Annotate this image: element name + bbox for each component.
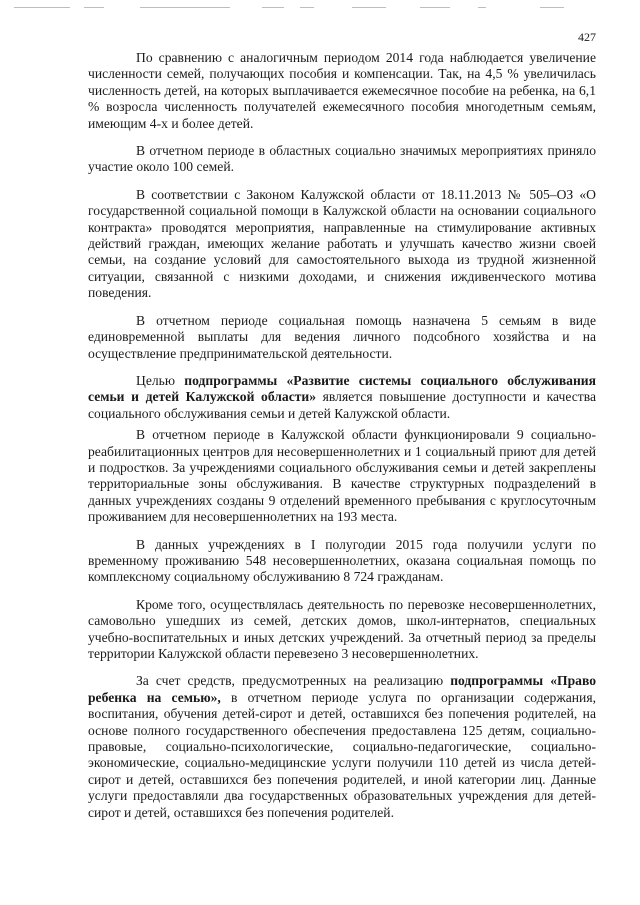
paragraph-rest: является повышение доступности и качества социального обслуживания семьи и детей Калужской области.	[88, 389, 596, 421]
scan-artifact-top	[0, 6, 640, 10]
paragraph: В отчетном периоде в Калужской области функционировали 9 социально-реабилитационных центров для несовершеннолетних и 1 социальный приют для детей и подростков. За учреждениями социального обслуживания семьи и детей закреплены территориальные зоны обслуживания. В качестве структурных подразделений в данных учреждениях созданы 9 отделений временного пребывания с круглосуточным проживанием для несовершеннолетних на 193 места.	[88, 427, 596, 525]
document-body	[88, 50, 596, 832]
paragraph-rest: в отчетном периоде услуга по организации содержания, воспитания, обучения детей-сирот и детей, оставшихся без попечения родителей, на основе полного государственного обеспечения предоставлена 125 детям, социально-правовые, социально-психологические, социально-педагогические, социально-экономические, социально-медицинские услуги получили 110 детей из числа детей-сирот и детей, оставшихся без попечения родителей, и иной категории лиц. Данные услуги предоставляли два государственных образовательных учреждения для детей-сирот и детей, оставшихся без попечения родителей.	[88, 689, 596, 820]
paragraph: По сравнению с аналогичным периодом 2014 года наблюдается увеличение численности семей, получающих пособия и компенсации. Так, на 4,5 % увеличилась численность детей, на которых выплачивается ежемесячное пособие на ребенка, на 6,1 % возросла численность получателей ежемесячного пособия многодетным семьям, имеющим 4-х и более детей.	[88, 50, 596, 131]
paragraph-subprogram-child-right	[88, 673, 596, 821]
paragraph: В отчетном периоде в областных социально значимых мероприятиях приняло участие около 100 семей.	[88, 143, 596, 175]
paragraph: Кроме того, осуществлялась деятельность по перевозке несовершеннолетних, самовольно ушедших из семей, детских домов, школ-интернатов, специальных учебно-воспитательных и иных детских учреждений. За отчетный период за пределы территории Калужской области перевезено 3 несовершеннолетних.	[88, 596, 596, 661]
subprogram-title: подпрограммы «Развитие системы социального обслуживания семьи и детей Калужской области»	[88, 372, 596, 405]
paragraph-lead: Целью	[136, 372, 185, 388]
subprogram-title: подпрограммы «Право ребенка на семью»,	[88, 673, 596, 705]
paragraph-subprogram-family-services	[88, 373, 596, 422]
paragraph: В соответствии с Законом Калужской области от 18.11.2013 № 505–ОЗ «О государственной социальной помощи в Калужской области на основании социального контракта» проводятся мероприятия, направленные на стимулирование активных действий граждан, имеющих желание работать и улучшать качество жизни своей семьи, на создание условий для самостоятельного выхода из трудной жизненной ситуации, связанной с низкими доходами, и снижения иждивенческого мотива поведения.	[88, 186, 596, 301]
paragraph: В данных учреждениях в I полугодии 2015 года получили услуги по временному проживанию 548 несовершеннолетних, оказана социальная помощь по комплексному социальному обслуживанию 8 724 гражданам.	[88, 536, 596, 585]
paragraph-lead: За счет средств, предусмотренных на реализацию	[136, 673, 451, 689]
paragraph: В отчетном периоде социальная помощь назначена 5 семьям в виде единовременной выплаты для ведения личного подсобного хозяйства и на осуществление предпринимательской деятельности.	[88, 312, 596, 361]
page-number: 427	[578, 30, 596, 44]
